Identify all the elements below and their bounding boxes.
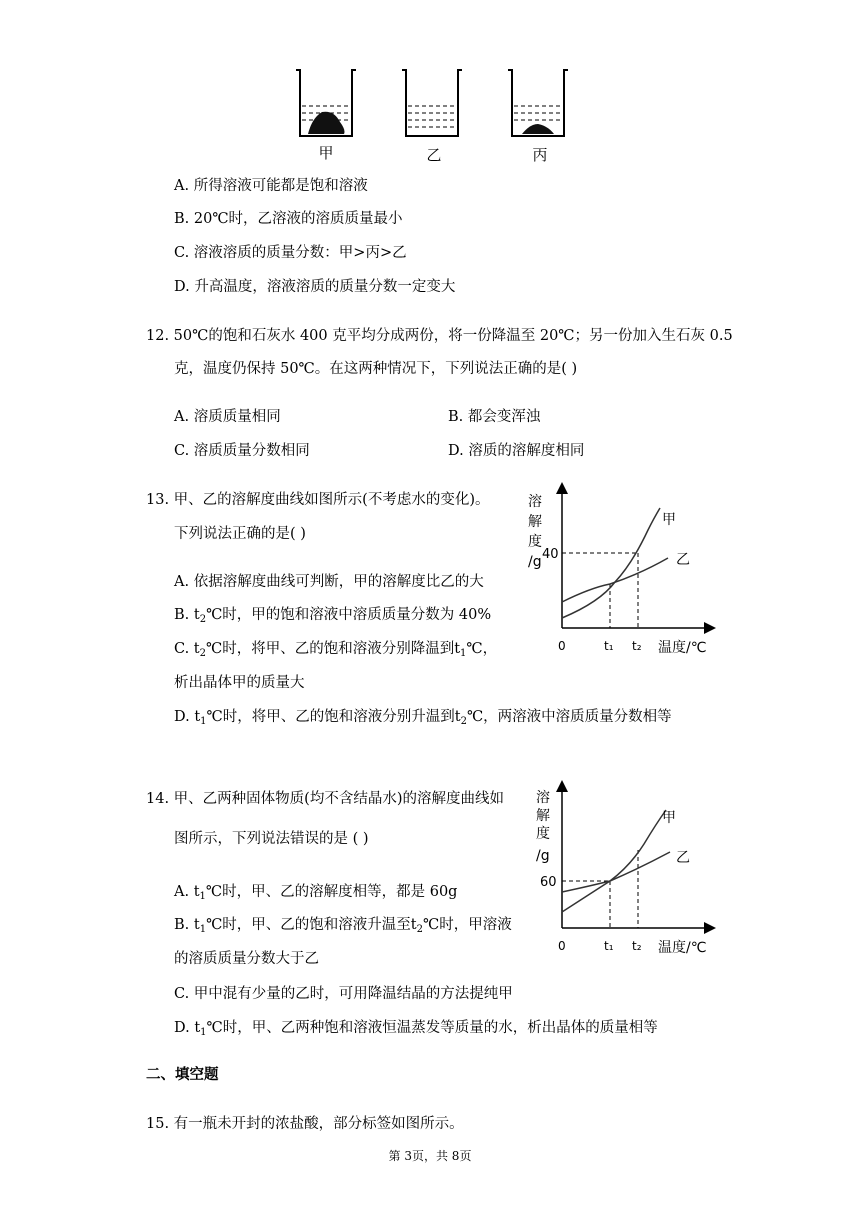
beaker-label-jia: 甲 xyxy=(318,144,334,162)
q13-ylabel-2: 解 xyxy=(528,514,542,530)
q15-stem: 15. 有一瓶未开封的浓盐酸，部分标签如图所示。 xyxy=(146,1116,464,1132)
page-footer: 第 3页，共 8页 xyxy=(388,1149,472,1163)
q13-origin: 0 xyxy=(558,639,566,653)
q14-ylabel-4: /g xyxy=(536,848,550,864)
q13-option-b: B. $t_2℃$时，甲的饱和溶液中溶质质量分数为 40% xyxy=(174,607,492,625)
q13-curve-label-jia: 甲 xyxy=(662,512,676,528)
q12-option-d: D. 溶质的溶解度相同 xyxy=(448,443,585,459)
q13-curve-yi xyxy=(562,558,668,602)
q14-curve-label-yi: 乙 xyxy=(676,850,690,866)
q14-curve-label-jia: 甲 xyxy=(662,810,676,826)
q14-origin: 0 xyxy=(558,939,566,953)
q12-option-c: C. 溶质质量分数相同 xyxy=(174,443,310,459)
q13-curve-jia xyxy=(562,508,660,618)
q11-option-a: A. 所得溶液可能都是饱和溶液 xyxy=(174,178,368,194)
q13-ylabel-1: 溶 xyxy=(528,494,542,510)
q12-option-a: A. 溶质质量相同 xyxy=(174,409,281,425)
q14-ylabel-3: 度 xyxy=(536,826,550,842)
q12-option-b: B. 都会变浑浊 xyxy=(448,409,541,425)
q14-stem-line1: 14. 甲、乙两种固体物质(均不含结晶水)的溶解度曲线如 xyxy=(146,791,504,807)
beaker-jia xyxy=(296,70,356,162)
q14-curve-jia xyxy=(562,810,666,912)
q14-xlabel: 温度/℃ xyxy=(658,940,707,956)
q11-option-b: B. 20℃时，乙溶液的溶质质量最小 xyxy=(174,211,403,227)
q14-ylabel-1: 溶 xyxy=(536,790,550,806)
q14-stem-line2: 图所示，下列说法错误的是 ( ) xyxy=(174,831,369,847)
q14-ytick-60: 60 xyxy=(540,875,557,890)
q14-xtick-t2: t₂ xyxy=(632,939,642,953)
q13-xtick-t1: t₁ xyxy=(604,639,614,653)
beaker-yi xyxy=(402,70,462,164)
q13-curve-label-yi: 乙 xyxy=(676,552,690,568)
q13-ylabel-3: 度 xyxy=(528,534,542,550)
q14-option-b: B. $t_1℃$时，甲、乙的饱和溶液升温至$t_2℃$时，甲溶液 xyxy=(174,917,512,935)
q13-stem-line1: 13. 甲、乙的溶解度曲线如图所示(不考虑水的变化)。 xyxy=(146,492,490,508)
q13-option-c: C. $t_2℃$时，将甲、乙的饱和溶液分别降温到$t_1℃$， xyxy=(174,641,498,659)
beaker-label-yi: 乙 xyxy=(426,146,442,164)
q13-option-a: A. 依据溶解度曲线可判断，甲的溶解度比乙的大 xyxy=(174,574,484,590)
q14-xtick-t1: t₁ xyxy=(604,939,614,953)
q13-ylabel-4: /g xyxy=(528,554,542,570)
q12-stem-line1: 12. 50℃的饱和石灰水 400 克平均分成两份，将一份降温至 20℃；另一份加入生石灰 0.5 xyxy=(146,328,733,344)
q14-option-a: A. $t_1℃$时，甲、乙的溶解度相等，都是 60g xyxy=(174,884,458,902)
q13-xtick-t2: t₂ xyxy=(632,639,642,653)
q14-option-b-line2: 的溶质质量分数大于乙 xyxy=(174,951,319,967)
beaker-label-bing: 丙 xyxy=(532,146,548,164)
section-heading: 二、填空题 xyxy=(146,1066,219,1083)
q13-xlabel: 温度/℃ xyxy=(658,640,707,656)
q13-ytick-40: 40 xyxy=(542,547,559,562)
q13-option-c-line2: 析出晶体甲的质量大 xyxy=(174,675,305,691)
q11-option-c: C. 溶液溶质的质量分数：甲>丙>乙 xyxy=(174,245,407,261)
q14-solubility-graph xyxy=(520,780,720,958)
q13-stem-line2: 下列说法正确的是( ) xyxy=(174,526,306,542)
beaker-bing xyxy=(508,70,568,164)
q11-option-d: D. 升高温度，溶液溶质的质量分数一定变大 xyxy=(174,279,456,295)
beakers-figure xyxy=(290,66,570,166)
q14-option-d: D. $t_1℃$时，甲、乙两种饱和溶液恒温蒸发等质量的水，析出晶体的质量相等 xyxy=(174,1020,658,1038)
q13-solubility-graph xyxy=(520,478,720,660)
q14-option-c: C. 甲中混有少量的乙时，可用降温结晶的方法提纯甲 xyxy=(174,986,513,1002)
q14-ylabel-2: 解 xyxy=(536,808,550,824)
q14-curve-yi xyxy=(562,852,670,892)
q12-stem-line2: 克，温度仍保持 50℃。在这两种情况下，下列说法正确的是( ) xyxy=(174,361,578,377)
q13-option-d: D. $t_1℃$时，将甲、乙的饱和溶液分别升温到$t_2℃$，两溶液中溶质质量分数相等 xyxy=(174,709,672,727)
